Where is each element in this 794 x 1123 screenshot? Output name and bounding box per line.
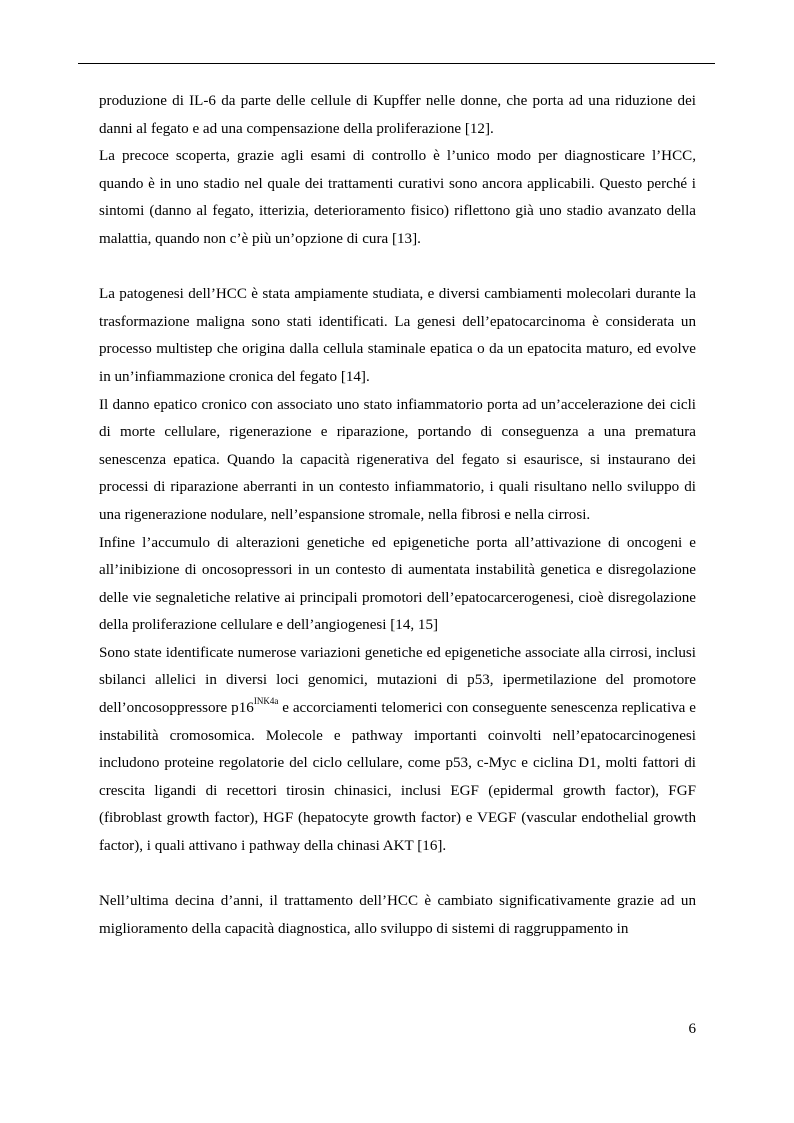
paragraph: produzione di IL-6 da parte delle cellule di Kupffer nelle donne, che porta ad una riduzione dei danni al fegato e ad una compensazione della proliferazione [12].	[99, 93, 696, 137]
paragraph: Nell’ultima decina d’anni, il trattamento dell’HCC è cambiato significativamente grazie ad un miglioramento della capacità diagnostica, allo sviluppo di sistemi di raggruppamento in	[99, 893, 696, 937]
paragraph-gap	[99, 254, 696, 282]
paragraph: Il danno epatico cronico con associato uno stato infiammatorio porta ad un’accelerazione dei cicli di morte cellulare, rigenerazione e riparazione, portando di conseguenza a una prematura senescenza epatica. Quando la capacità rigenerativa del fegato si esaurisce, si instaurano dei processi di riparazione aberranti in un contesto infiammatorio, i quali risultano nello sviluppo di una rigenerazione nodulare, nell’espansione stromale, nella fibrosi e nella cirrosi.	[99, 396, 696, 523]
paragraph	[99, 640, 696, 861]
paragraph-gap	[99, 861, 696, 889]
paragraph: La precoce scoperta, grazie agli esami di controllo è l’unico modo per diagnosticare l’HCC, quando è in uno stadio nel quale dei trattamenti curativi sono ancora applicabili. Questo perché i sintomi (danno al fegato, itterizia, deterioramento fisico) riflettono già uno stadio avanzato della malattia, quando non c’è più un’opzione di cura [13].	[99, 148, 696, 247]
superscript: INK4a	[253, 696, 279, 707]
paragraph: Infine l’accumulo di alterazioni genetiche ed epigenetiche porta all’attivazione di oncogeni e all’inibizione di oncosopressori in un contesto di aumentata instabilità genetica e disregolazione delle vie segnaletiche relative ai principali promotori dell’epatocarcerogenesi, cioè disregolazione della proliferazione cellulare e dell’angiogenesi [14, 15]	[99, 534, 696, 634]
paragraph-text: Sono state identificate numerose variazioni genetiche ed epigenetiche associate alla cirrosi, inclusi sbilanci allelici in diversi loci genomici, mutazioni di p53, ipermetilazione del promotore dell’oncosoppressore p16	[99, 644, 696, 717]
page-number: 6	[688, 1021, 696, 1037]
paragraph-text: e accorciamenti telomerici con conseguente senescenza replicativa e instabilità cromosomica. Molecole e pathway importanti coinvolti nell’epatocarcinogenesi includono proteine regolatorie del ciclo cellulare, come p53, c-Myc e ciclina D1, molti fattori di crescita ligandi di recettori tirosin chinasici, inclusi EGF (epidermal growth factor), FGF (fibroblast growth factor), HGF (hepatocyte growth factor) e VEGF (vascular endothelial growth factor), i quali attivano i pathway della chinasi AKT [16].	[99, 700, 696, 855]
body-text	[99, 88, 696, 943]
header-rule	[78, 63, 715, 64]
paragraph: La patogenesi dell’HCC è stata ampiamente studiata, e diversi cambiamenti molecolari durante la trasformazione maligna sono stati identificati. La genesi dell’epatocarcinoma è considerata un processo multistep che origina dalla cellula staminale epatica o da un epatocita maturo, ed evolve in un’infiammazione cronica del fegato [14].	[99, 286, 696, 385]
